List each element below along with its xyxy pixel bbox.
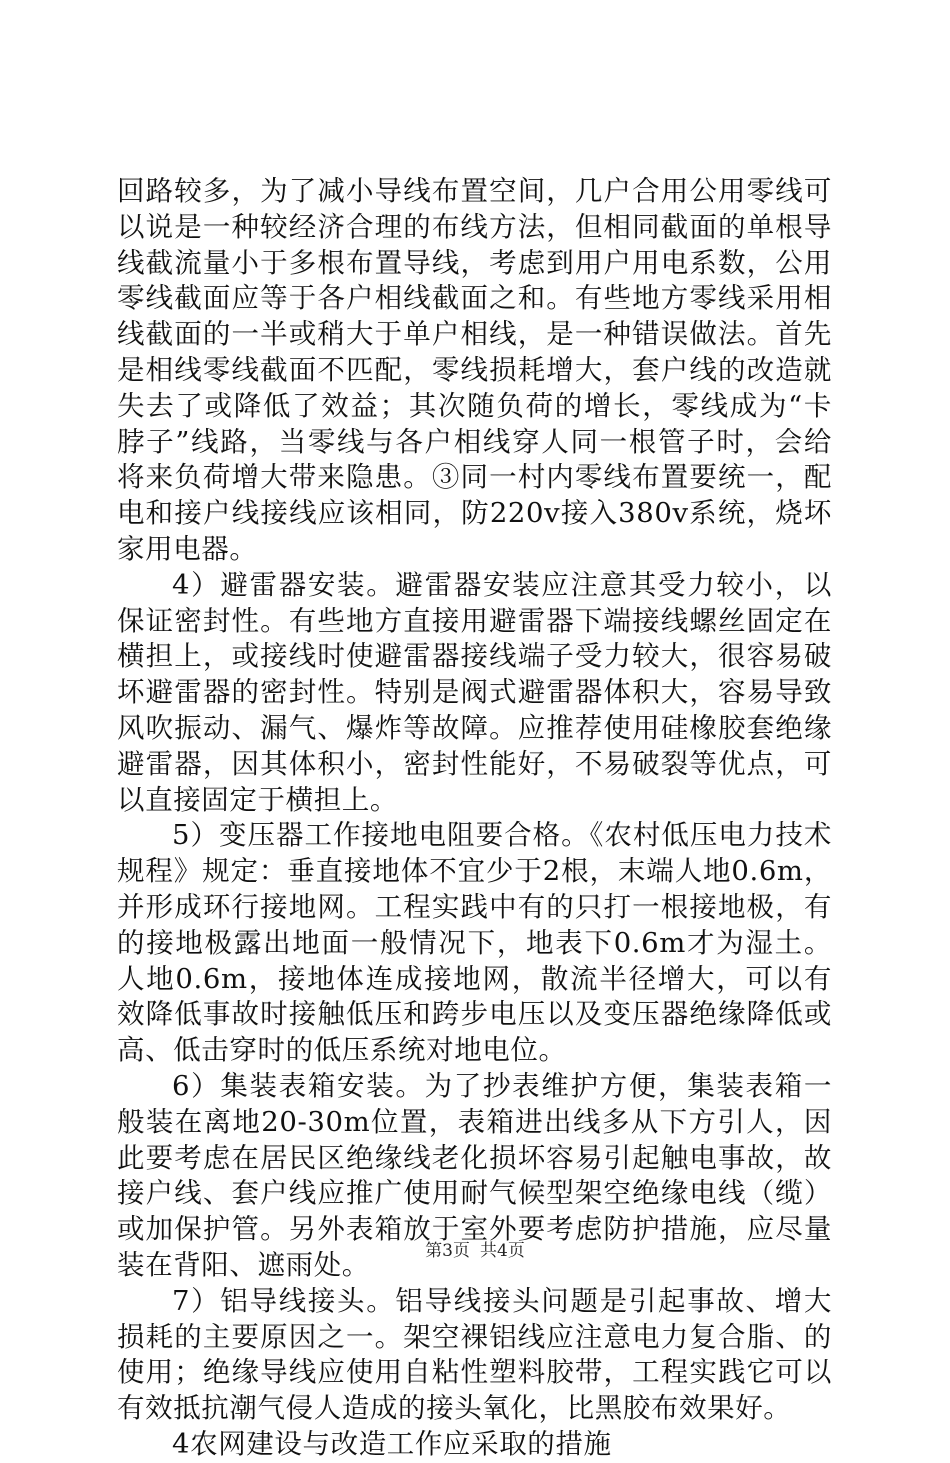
paragraph-transformer-grounding: 5）变压器工作接地电阻要合格。《农村低压电力技术规程》规定：垂直接地体不宜少于2根，末端人地0.6m，并形成环行接地网。工程实践中有的只打一根接地极，有的接地极露出地面一般情况下，地表下0.6m才为湿土。人地0.6m，接地体连成接地网，散流半径增大，可以有效降低事故时接触低压和跨步电压以及变压器绝缘降低或高、低击穿时的低压系统对地电位。 <box>117 819 832 1067</box>
paragraph-meter-box: 6）集装表箱安装。为了抄表维护方便，集装表箱一般装在离地20-30m位置，表箱进出线多从下方引人，因此要考虑在居民区绝缘线老化损坏容易引起触电事故，故接户线、套户线应推广使用耐气候型架空绝缘电线（缆）或加保护管。另外表箱放于室外要考虑防护措施，应尽量装在背阳、遮雨处。 <box>117 1069 832 1281</box>
page-footer <box>0 1240 950 1262</box>
paragraph-lightning-arrester: 4）避雷器安装。避雷器安装应注意其受力较小，以保证密封性。有些地方直接用避雷器下端接线螺丝固定在横担上，或接线时使避雷器接线端子受力较大，很容易破坏避雷器的密封性。特别是阀式避雷器体积大，容易导致风吹振动、漏气、爆炸等故障。应推荐使用硅橡胶套绝缘避雷器，因其体积小，密封性能好，不易破裂等优点，可以直接固定于横担上。 <box>117 568 832 816</box>
paragraph-aluminum-joint: 7）铝导线接头。铝导线接头问题是引起事故、增大损耗的主要原因之一。架空裸铝线应注意电力复合脂、的使用；绝缘导线应使用自粘性塑料胶带，工程实践它可以有效抵抗潮气侵人造成的接头氧化，比黑胶布效果好。 <box>117 1284 832 1425</box>
document-body <box>117 174 832 1463</box>
paragraph-continuation: 回路较多，为了减小导线布置空间，几户合用公用零线可以说是一种较经济合理的布线方法，但相同截面的单根导线截流量小于多根布置导线，考虑到用户用电系数，公用零线截面应等于各户相线截面之和。有些地方零线采用相线截面的一半或稍大于单户相线，是一种错误做法。首先是相线零线截面不匹配，零线损耗增大，套户线的改造就失去了或降低了效益；其次随负荷的增长，零线成为“卡脖子”线路，当零线与各户相线穿人同一根管子时，会给将来负荷增大带来隐患。③同一村内零线布置要统一，配电和接户线接线应该相同，防220v接入380v系统，烧坏家用电器。 <box>117 175 832 565</box>
page-number: 第3页 <box>425 1241 470 1261</box>
section-heading: 4农网建设与改造工作应采取的措施 <box>172 1427 612 1460</box>
page-total: 共4页 <box>480 1241 525 1261</box>
